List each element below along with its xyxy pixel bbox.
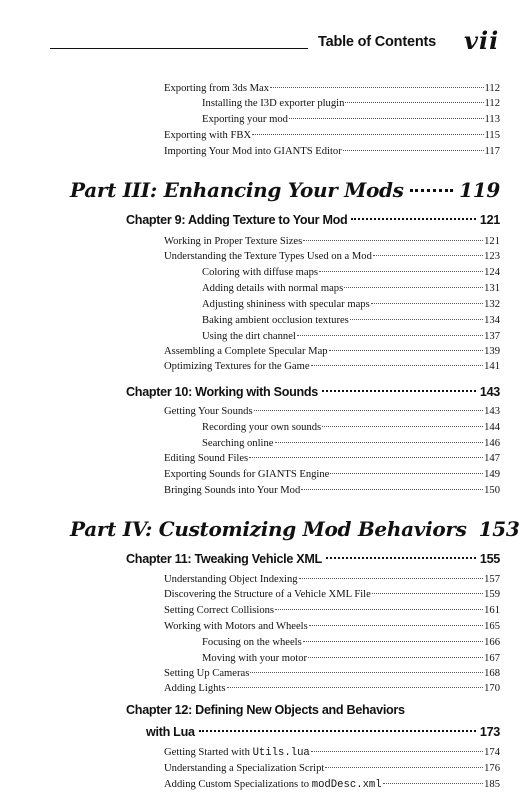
toc-entry: Importing Your Mod into GIANTS Editor 117	[164, 146, 500, 157]
toc-subentry: Adjusting shininess with specular maps 132	[202, 299, 500, 310]
toc-entry: Understanding a Specialization Script 176	[164, 763, 500, 774]
toc-subentry: Searching online 146	[202, 438, 500, 449]
toc-subentry: Moving with your motor 167	[202, 653, 500, 664]
toc-subentry: Focusing on the wheels 166	[202, 637, 500, 648]
toc-entry: Setting Up Cameras 168	[164, 668, 500, 679]
chapter-heading: Chapter 10: Working with Sounds 143	[126, 385, 500, 399]
toc-entry: Optimizing Textures for the Game 141	[164, 361, 500, 372]
toc-entry: Adding Lights 170	[164, 683, 500, 694]
toc-entry: Working in Proper Texture Sizes 121	[164, 236, 500, 247]
toc-entry: Assembling a Complete Specular Map 139	[164, 346, 500, 357]
toc-subentry: Coloring with diffuse maps 124	[202, 267, 500, 278]
header-title: Table of Contents	[318, 34, 436, 50]
header-page-number: vii	[464, 26, 500, 55]
toc-entry: Bringing Sounds into Your Mod 150	[164, 485, 500, 496]
toc-subentry: Installing the I3D exporter plugin 112	[202, 98, 500, 109]
toc-subentry: Using the dirt channel 137	[202, 331, 500, 342]
chapter-heading: Chapter 12: Defining New Objects and Behaviors	[126, 703, 405, 717]
toc-entry: Understanding the Texture Types Used on a Mod 123	[164, 251, 500, 262]
part-heading: Part III: Enhancing Your Mods 119	[70, 178, 500, 202]
chapter-heading: Chapter 9: Adding Texture to Your Mod 121	[126, 213, 500, 227]
chapter-heading: Chapter 11: Tweaking Vehicle XML 155	[126, 552, 500, 566]
toc-subentry: Adding details with normal maps 131	[202, 283, 500, 294]
toc-entry: Understanding Object Indexing 157	[164, 574, 500, 585]
toc-subentry: Recording your own sounds 144	[202, 422, 500, 433]
toc-subentry: Exporting your mod 113	[202, 114, 500, 125]
header-rule	[50, 48, 308, 49]
toc-entry: Exporting from 3ds Max 112	[164, 83, 500, 94]
toc-entry: Working with Motors and Wheels 165	[164, 621, 500, 632]
toc-entry: Editing Sound Files 147	[164, 453, 500, 464]
toc-entry: Exporting Sounds for GIANTS Engine 149	[164, 469, 500, 480]
toc-entry: Adding Custom Specializations to modDesc.xml 185	[164, 779, 500, 791]
toc-entry: Discovering the Structure of a Vehicle XML File 159	[164, 589, 500, 600]
page-header	[50, 28, 500, 58]
toc-subentry: Baking ambient occlusion textures 134	[202, 315, 500, 326]
toc-entry: Setting Correct Collisions 161	[164, 605, 500, 616]
toc-entry: Exporting with FBX 115	[164, 130, 500, 141]
chapter-heading-continued: with Lua 173	[146, 725, 500, 739]
toc-entry: Getting Your Sounds 143	[164, 406, 500, 417]
toc-entry: Getting Started with Utils.lua 174	[164, 747, 500, 759]
part-heading: Part IV: Customizing Mod Behaviors 153	[70, 517, 520, 541]
